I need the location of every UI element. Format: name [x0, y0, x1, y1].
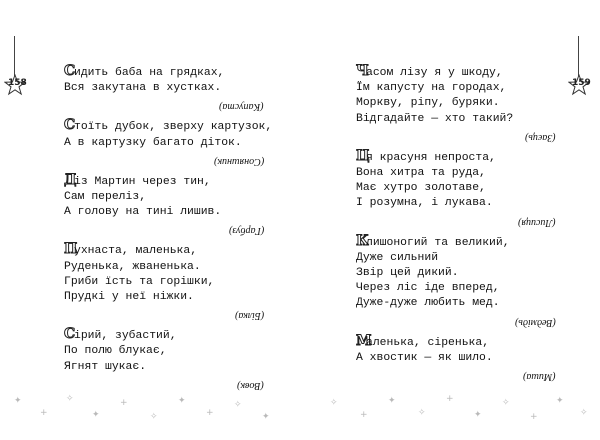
riddle-line: А в картузку багато діток.: [64, 136, 242, 149]
page-number: 159: [572, 78, 591, 88]
ornament-string: [14, 36, 15, 76]
riddle-line: лишоногий та великий,: [366, 236, 510, 249]
riddle: [356, 149, 556, 226]
riddle-line: Прудкі у неї ніжки.: [64, 291, 194, 304]
riddle-line: Їм капусту на городах,: [356, 82, 507, 95]
drop-cap: Ч: [356, 63, 369, 79]
drop-cap: С: [64, 326, 76, 343]
riddle-answer: (Ведмідь): [515, 316, 556, 328]
riddle: [64, 117, 273, 167]
riddle-line: идить баба на грядках,: [74, 67, 225, 79]
riddle: [64, 327, 264, 389]
riddle-answer: (Білка): [234, 310, 264, 322]
drop-cap: С: [64, 63, 76, 79]
riddle-line: А голову на тині лишив.: [64, 206, 222, 219]
drop-cap: М: [356, 332, 372, 349]
riddle: [356, 234, 556, 326]
drop-cap: П: [64, 241, 78, 258]
right-page: [300, 0, 600, 440]
riddle-line: Моркву, ріпу, буряки.: [356, 97, 500, 110]
riddle-answer: (Миша): [523, 371, 556, 383]
riddle-list: [356, 64, 556, 388]
riddle-line: я красуня непроста,: [366, 151, 496, 164]
page-number: 158: [8, 78, 27, 88]
riddle-line: ухнаста, маленька,: [74, 245, 198, 258]
star-ornament-right: [568, 36, 590, 106]
riddle-line: аленька, сіренька,: [366, 336, 490, 349]
drop-cap: Ц: [356, 147, 370, 164]
riddle: [64, 63, 264, 113]
riddle: [64, 241, 264, 322]
riddle-answer: (Гарбуз): [228, 225, 264, 237]
riddle-line: Звір цей дикий.: [356, 267, 459, 280]
riddle-answer: (Лисиця): [518, 216, 556, 228]
riddle-line: Відгадайте — хто такий?: [356, 112, 514, 125]
riddle-line: По полю блукає,: [64, 345, 167, 358]
riddle-line: Вона хитра та руда,: [356, 167, 486, 180]
riddle-answer: (Соняшник): [213, 155, 264, 167]
riddle: [64, 173, 264, 235]
riddle-line: А хвостик — як шило.: [356, 351, 493, 364]
star-ornament-left: [4, 36, 26, 106]
riddle-line: Ягнят шукає.: [64, 360, 147, 373]
riddle-line: Гриби їсть та горішки,: [64, 275, 215, 288]
riddle-line: тоїть дубок, зверху картузок,: [74, 121, 273, 134]
drop-cap: С: [64, 117, 76, 134]
drop-cap: К: [356, 232, 369, 249]
riddle-line: Вся закутана в хустках.: [64, 82, 222, 95]
riddle-line: Руденька, жваненька.: [64, 260, 201, 273]
ornament-string: [578, 36, 579, 76]
riddle-line: Сам переліз,: [64, 191, 147, 204]
riddle-line: І розумна, і лукава.: [356, 197, 493, 210]
riddle: [356, 64, 556, 141]
riddle-line: асом лізу я у шкоду,: [366, 67, 503, 79]
riddle-line: Дуже-дуже любить мед.: [356, 297, 500, 310]
riddle-answer: (Капуста): [219, 101, 264, 113]
drop-cap: Д: [64, 171, 77, 188]
riddle-line: Дуже сильний: [356, 251, 439, 264]
riddle-line: Має хутро золотаве,: [356, 182, 486, 195]
riddle-line: Через ліс іде вперед,: [356, 282, 500, 295]
riddle-line: ірий, зубастий,: [74, 330, 177, 343]
riddle: [356, 332, 556, 383]
riddle-answer: (Заєць): [525, 131, 556, 143]
riddle-list: [64, 63, 273, 397]
riddle-answer: (Вовк): [237, 379, 264, 391]
riddle-line: із Мартин через тин,: [74, 175, 211, 188]
decorative-stars: ✦ + ✧ ✦ + ✧ ✦ + ✧ ✦ ✧ + ✦ ✧ + ✦ ✧ + ✦ ✧: [14, 394, 588, 422]
